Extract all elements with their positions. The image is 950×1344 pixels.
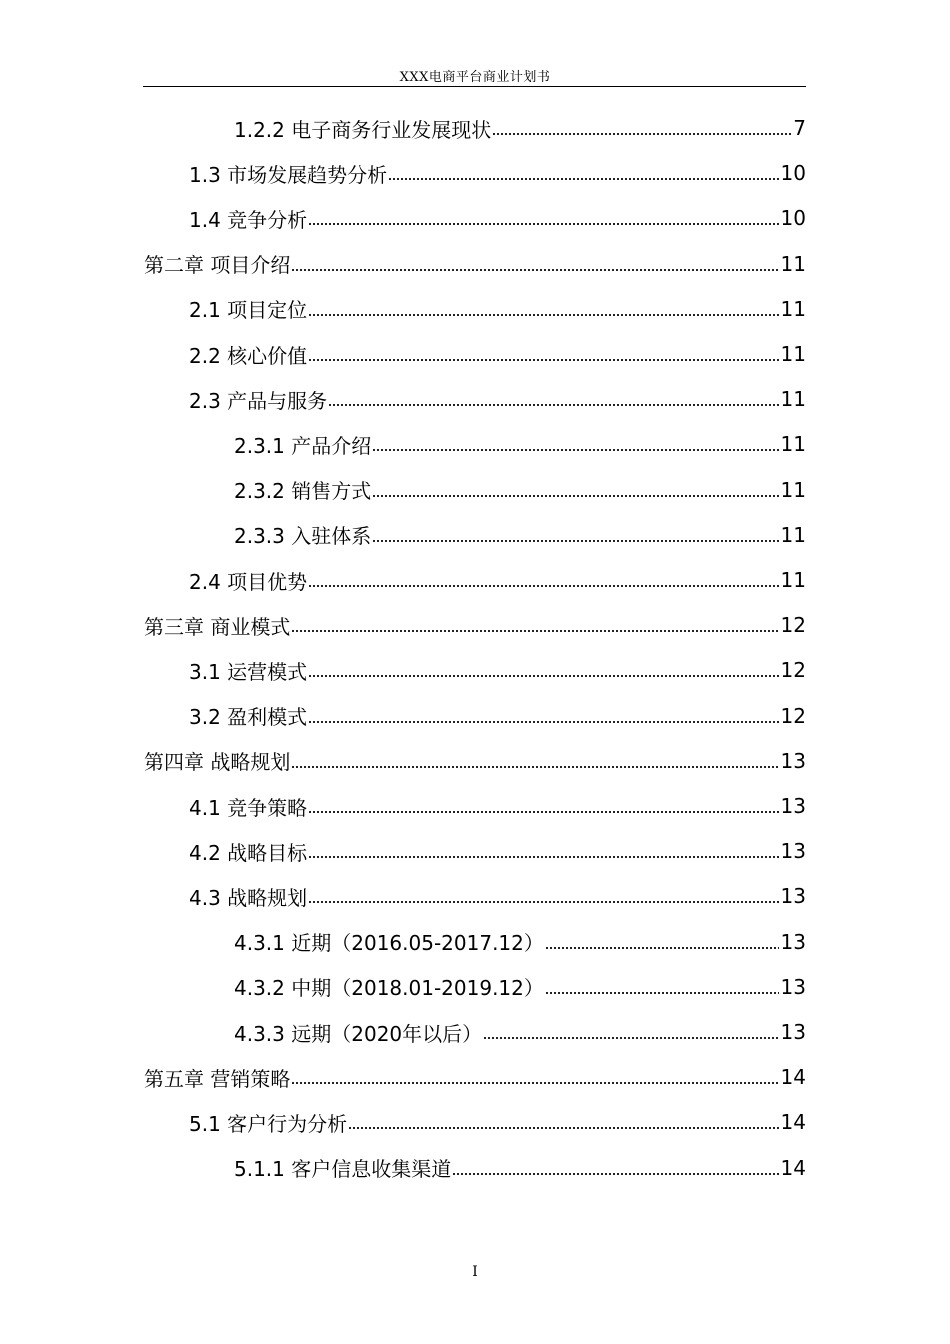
toc-entry[interactable] bbox=[189, 289, 806, 329]
toc-entry[interactable] bbox=[234, 922, 806, 962]
toc-entry[interactable] bbox=[189, 153, 806, 193]
toc-entry-title: 2.1 项目定位 bbox=[189, 298, 308, 323]
toc-entry-page: 13 bbox=[780, 974, 806, 999]
toc-entry-title: 第三章 商业模式 bbox=[144, 614, 291, 639]
dot-leader bbox=[308, 716, 778, 728]
running-header: XXX电商平台商业计划书 bbox=[399, 70, 551, 85]
toc-entry-title: 3.2 盈利模式 bbox=[189, 705, 308, 730]
toc-entry-page: 11 bbox=[780, 342, 806, 366]
dot-leader bbox=[291, 264, 778, 276]
dot-leader bbox=[492, 128, 791, 140]
toc-entry[interactable] bbox=[234, 1012, 806, 1052]
toc-entry-title: 第五章 营销策略 bbox=[144, 1066, 291, 1091]
toc-entry-page: 11 bbox=[780, 432, 806, 457]
toc-entry-page: 13 bbox=[780, 748, 806, 773]
dot-leader bbox=[308, 851, 778, 863]
toc-entry-title: 2.3.3 入驻体系 bbox=[234, 524, 372, 549]
toc-entry[interactable] bbox=[144, 244, 806, 284]
dot-leader bbox=[372, 490, 778, 502]
toc-entry[interactable] bbox=[144, 741, 806, 781]
dot-leader bbox=[483, 1032, 778, 1044]
toc-entry[interactable] bbox=[234, 515, 806, 555]
toc-entry-title: 3.1 运营模式 bbox=[189, 659, 308, 684]
toc-entry-page: 13 bbox=[780, 1020, 806, 1044]
dot-leader bbox=[308, 806, 778, 818]
toc-entry[interactable] bbox=[234, 108, 806, 148]
toc-entry[interactable] bbox=[234, 424, 806, 464]
page-number: I bbox=[472, 1264, 478, 1280]
dot-leader bbox=[291, 625, 778, 637]
dot-leader bbox=[308, 580, 778, 592]
dot-leader bbox=[388, 173, 778, 185]
dot-leader bbox=[291, 761, 778, 773]
toc-entry[interactable] bbox=[144, 605, 806, 645]
toc-entry-page: 12 bbox=[780, 613, 806, 638]
toc-entry-title: 4.1 竞争策略 bbox=[189, 795, 308, 820]
toc-entry-title: 5.1 客户行为分析 bbox=[189, 1111, 348, 1136]
toc-entry-page: 14 bbox=[780, 1110, 806, 1135]
dot-leader bbox=[308, 354, 778, 366]
dot-leader bbox=[545, 942, 779, 954]
dot-leader bbox=[372, 535, 778, 547]
dot-leader bbox=[308, 218, 778, 230]
toc-entry-title: 5.1.1 客户信息收集渠道 bbox=[234, 1157, 452, 1182]
dot-leader bbox=[308, 896, 778, 908]
toc-entry-page: 13 bbox=[780, 884, 806, 909]
toc-entry-title: 1.4 竞争分析 bbox=[189, 207, 308, 232]
toc-entry-title: 4.3 战略规划 bbox=[189, 885, 308, 910]
toc-entry[interactable] bbox=[189, 650, 806, 690]
toc-entry-page: 14 bbox=[780, 1065, 806, 1090]
toc-entry-page: 12 bbox=[780, 703, 806, 728]
toc-entry[interactable] bbox=[189, 334, 806, 374]
toc-entry-title: 4.3.1 近期（2016.05-2017.12） bbox=[234, 931, 544, 956]
toc-entry-title: 第二章 项目介绍 bbox=[144, 253, 291, 278]
toc-entry-page: 13 bbox=[780, 839, 806, 864]
toc-entry-page: 14 bbox=[780, 1155, 806, 1180]
toc-entry[interactable] bbox=[189, 876, 806, 916]
dot-leader bbox=[452, 1168, 778, 1180]
toc-entry[interactable] bbox=[189, 786, 806, 826]
toc-entry[interactable] bbox=[234, 1148, 806, 1188]
toc-entry-page: 12 bbox=[780, 658, 806, 683]
toc-entry-title: 4.3.2 中期（2018.01-2019.12） bbox=[234, 976, 544, 1001]
toc-entry[interactable] bbox=[234, 967, 806, 1007]
toc-entry-page: 13 bbox=[780, 929, 806, 954]
toc-entry-title: 4.2 战略目标 bbox=[189, 840, 308, 865]
toc-entry-page: 10 bbox=[780, 206, 806, 231]
header-divider bbox=[143, 86, 806, 87]
toc-entry[interactable] bbox=[189, 1102, 806, 1142]
toc-entry-title: 第四章 战略规划 bbox=[144, 750, 291, 775]
toc-entry[interactable] bbox=[189, 198, 806, 238]
toc-entry[interactable] bbox=[189, 831, 806, 871]
toc-entry-page: 11 bbox=[780, 522, 806, 547]
toc-entry-title: 2.3.1 产品介绍 bbox=[234, 433, 372, 458]
toc-entry-page: 11 bbox=[780, 568, 806, 592]
toc-entry-title: 1.3 市场发展趋势分析 bbox=[189, 162, 388, 187]
toc-entry-page: 7 bbox=[793, 116, 806, 140]
dot-leader bbox=[372, 444, 778, 456]
toc-entry-page: 13 bbox=[780, 794, 806, 818]
toc-entry-page: 10 bbox=[780, 161, 806, 186]
toc-entry-title: 2.4 项目优势 bbox=[189, 569, 308, 594]
toc-entry-page: 11 bbox=[780, 387, 806, 412]
dot-leader bbox=[308, 670, 778, 682]
dot-leader bbox=[328, 399, 778, 411]
toc-entry-page: 11 bbox=[780, 251, 806, 276]
toc-entry-page: 11 bbox=[780, 477, 806, 502]
toc-entry-page: 11 bbox=[780, 296, 806, 321]
toc-entry-title: 2.3 产品与服务 bbox=[189, 388, 328, 413]
toc-entry[interactable] bbox=[189, 696, 806, 736]
toc-entry[interactable] bbox=[189, 560, 806, 600]
toc-entry[interactable] bbox=[234, 470, 806, 510]
dot-leader bbox=[348, 1122, 778, 1134]
dot-leader bbox=[308, 309, 778, 321]
toc-entry-title: 1.2.2 电子商务行业发展现状 bbox=[234, 117, 492, 142]
toc-entry-title: 2.2 核心价值 bbox=[189, 343, 308, 368]
toc-entry-title: 2.3.2 销售方式 bbox=[234, 479, 372, 504]
toc-entry[interactable] bbox=[144, 1057, 806, 1097]
dot-leader bbox=[545, 987, 779, 999]
dot-leader bbox=[291, 1077, 778, 1089]
toc-entry-title: 4.3.3 远期（2020年以后） bbox=[234, 1021, 483, 1046]
toc-entry[interactable] bbox=[189, 379, 806, 419]
